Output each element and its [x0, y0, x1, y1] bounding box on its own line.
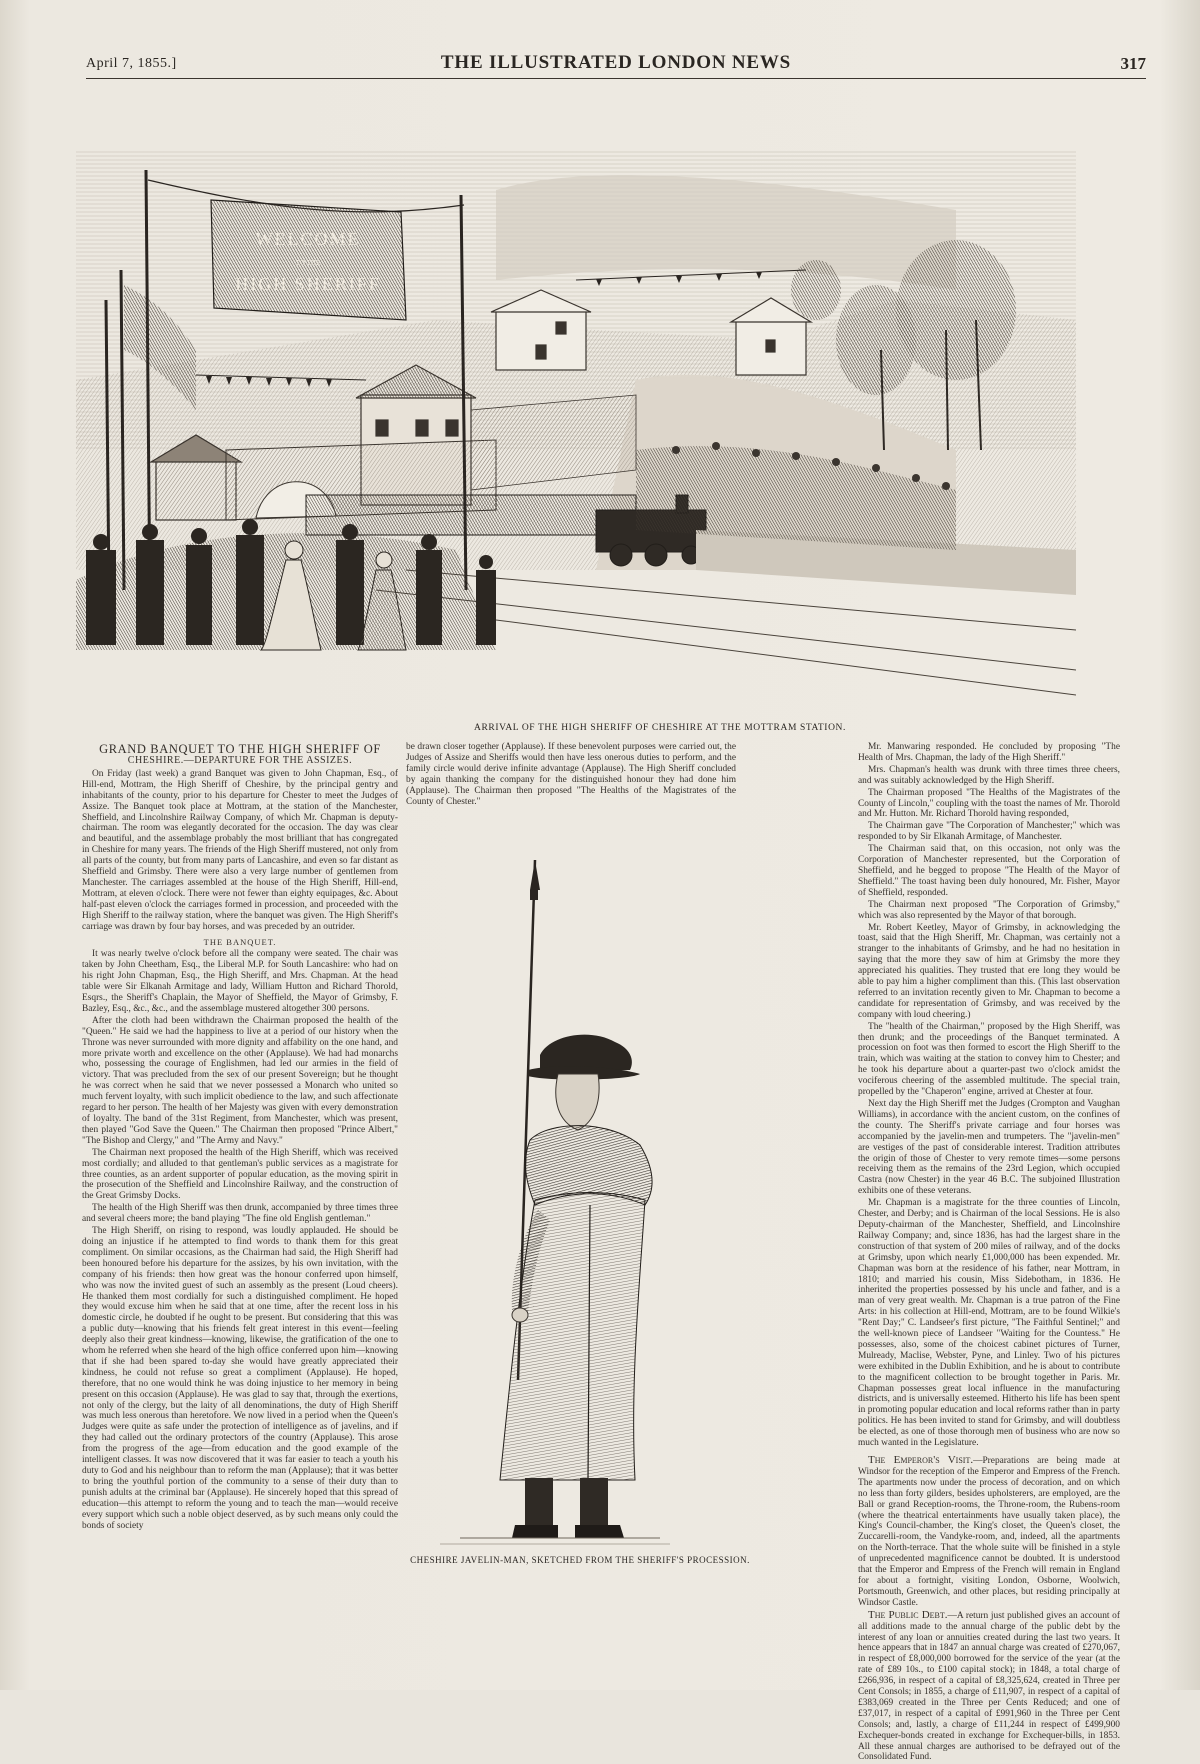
- article-paragraph: It was nearly twelve o'clock before all the company were seated. The chair was taken by John Cheetham, Esq., the Liberal M.P. for South Lancashire: who had on his right John Chapman, Esq., the High Sheriff, and Mrs. Chapman. At the head table were Sir Elkanah Armitage and lady, William Hutton and Richard Thorold, Esqrs., the Sheriff's Chaplain, the Mayor of Sheffield, the Mayor of Grimsby, F. Bazley, Esq., &c., &c., and the assemblage mustered altogether 300 persons.: [82, 949, 398, 1014]
- public-debt-paragraph: [858, 1610, 1120, 1764]
- article-subheadline: CHESHIRE.—DEPARTURE FOR THE ASSIZES.: [127, 755, 353, 766]
- article-paragraph: The "health of the Chairman," proposed by the High Sheriff, was then drunk; and the proceedings of the Banquet terminated. A procession on foot was then formed to escort the High Sheriff to the train, which was waiting at the station to convey him to Chester; and he took his departure about a quarter-past two o'clock amidst the vociferous cheering of the assembled multitude. The special train, propelled by the "Chaperon" engine, arrived at Chester at four.: [858, 1021, 1120, 1098]
- article-paragraph: The Chairman next proposed "The Corporation of Grimsby," which was also represented by the Mayor of that borough.: [858, 899, 1120, 921]
- article-column-3: [858, 742, 1120, 1764]
- article-column-1: [82, 742, 398, 1532]
- article-paragraph: The Chairman proposed "The Healths of the Magistrates of the County of Lincoln," coupling with the toast the names of Mr. Thorold and Mr. Hutton. Mr. Richard Thorold having responded,: [858, 787, 1120, 820]
- article-headline: GRAND BANQUET TO THE HIGH SHERIFF OF: [99, 742, 381, 756]
- issue-date: April 7, 1855.]: [86, 56, 177, 71]
- article-paragraph: The Chairman next proposed the health of the High Sheriff, which was received most cordially; and alluded to that gentleman's public services as a magistrate for three counties, as an ardent supporter of popular education, as the moving spirit in the prosecution of the Sheffield and Lincolnshire Railway, and the construction of the Great Grimsby Docks.: [82, 1147, 398, 1202]
- emperor-visit-paragraph: [858, 1455, 1120, 1609]
- emperor-visit-text: —Preparations are being made at Windsor for the reception of the Emperor and Empress of the French. The apartments now under the process of decoration, and on which no less than forty gilders, besides upholsterers, are employed, are the Ball or grand Reception-rooms, the Throne-room, the Rubens-room (where the theatrical entertainments have usually taken place), the King's Council-chamber, the King's closet, the Queen's closet, the Zuccarelli-room, the Vandyke-room, and, indeed, all the apartments on the North-terrace. That the whole suite will be finished in a style of unprecedented magnificence cannot be doubted. It is understood that the Emperor and Empress of the French will remain in England for about a fortnight, visiting London, Osborne, Woolwich, Portsmouth, Greenwich, and other places, but residing principally at Windsor Castle.: [858, 1456, 1120, 1608]
- article-column-2-text: [406, 742, 736, 807]
- masthead: [86, 52, 1146, 79]
- article-paragraph: On Friday (last week) a grand Banquet was given to John Chapman, Esq., of Hill-end, Mottram, the High Sheriff of Cheshire, by the principal gentry and inhabitants of the county, prior to his departure for Chester to meet the Judges of Assize. The Banquet took place at Mottram, at the station of the Manchester, Sheffield, and Lincolnshire Railway Company, of which Mr. Chapman is deputy-chairman. The room was elegantly decorated for the occasion. The day was clear and beautiful, and the assemblage probably the most brilliant that has congregated in Cheshire for many years. The friends of the High Sheriff mustered, not only from all parts of the county, but from many parts of Lancashire, and even so far distant as Sheffield and Grimsby. There were also a very large number of gentlemen from Manchester. The carriages assembled at the house of the High Sheriff, Hill-end, Mottram, at eleven o'clock. There were not fewer than eighty equipages, &c. About half-past eleven o'clock the carriages formed in procession, and proceeded with the High Sheriff to the railway station, where the banquet was given. The High Sheriff's carriage was drawn by four bay horses, and was preceded by an outrider.: [82, 768, 398, 932]
- section-heading-banquet: THE BANQUET.: [203, 936, 277, 947]
- article-paragraph: The health of the High Sheriff was then drunk, accompanied by three times three and several cheers more; the band playing "The fine old English gentleman.": [82, 1203, 398, 1225]
- newspaper-title: THE ILLUSTRATED LONDON NEWS: [440, 52, 792, 73]
- public-debt-text: —A return just published gives an account of all additions made to the annual charge of the public debt by the interest of any loan or annuities created during the last two years. It hence appears that in 1847 an annual charge was created of £270,067, in respect of £8,000,000 borrowed for the service of the year (at the rate of £89 10s., to £100 capital stock); in 1848, a total charge of £266,936, in respect of a capital of £8,325,624, created in Three per Cent Consols; in 1855, a charge of £11,907, in respect of a capital of £383,069 created in the Three per Cents Reduced; and one of £37,017, in respect of a capital of £991,960 in the Three per Cent Consols; and, lastly, a charge of £11,244 in respect of £499,900 Exchequer-bonds created in exchange for Exchequer-bills, in 1853. All these annual charges are authorised to be defrayed out of the Consolidated Fund.: [858, 1610, 1120, 1763]
- banner-line-3: HIGH SHERIFF: [235, 274, 381, 294]
- javelin-man-caption: CHESHIRE JAVELIN-MAN, SKETCHED FROM THE SHERIFF'S PROCESSION.: [410, 1555, 750, 1565]
- page-number: 317: [1120, 54, 1146, 73]
- article-paragraph: Mr. Robert Keetley, Mayor of Grimsby, in acknowledging the toast, said that the High Sheriff, Mr. Chapman, was certainly not a stranger to the inhabitants of Grimsby, and he had no hesitation in saying that the more they saw of him at Grimsby the more they appreciated his qualities. They trusted that ere long they would be able to pay him a higher compliment than this. (This last observation referred to an invitation recently given to Mr. Chapman to become a candidate for representation of Grimsby, and was received by the company with loud cheering.): [858, 922, 1120, 1020]
- article-paragraph: The Chairman gave "The Corporation of Manchester;" which was responded to by Sir Elkanah Armitage, of Manchester.: [858, 821, 1120, 843]
- banner-line-1: WELCOME: [255, 229, 361, 249]
- arrival-engraving: [76, 150, 1076, 715]
- article-paragraph: Next day the High Sheriff met the Judges (Crompton and Vaughan Williams), in accordance with the ancient custom, on the confines of the county. The Sheriff's private carriage and four horses was accompanied by the javelin-men and trumpeters. The "javelin-men" are vestiges of the past of considerable interest. Tradition attributes the origin of those of Chester to very remote times—some persons receiving them as the remains of the 23rd Legion, which occupied Castra (now Chester) in the year 46 B.C. The subjoined Illustration exhibits one of these veterans.: [858, 1099, 1120, 1197]
- article-paragraph: Mrs. Chapman's health was drunk with three times three cheers, and was suitably acknowledged by the High Sheriff.: [858, 764, 1120, 786]
- article-paragraph: Mr. Chapman is a magistrate for the three counties of Lincoln, Chester, and Derby; and is Chairman of the local Sessions. He is also Deputy-chairman of the Manchester, Sheffield, and Lincolnshire Railway Company; and, since 1836, has had the largest share in the construction of that system of 200 miles of railway, and of the docks at Grimsby, upon which nearly £1,000,000 has been expended. Mr. Chapman was born at the residence of his father, near Mottram, in 1810; and married his cousin, Miss Sidebotham, in 1836. He inherited the properties possessed by his uncle and father, and is a man of very great wealth. Mr. Chapman is a true patron of the Fine Arts: in his collection at Hill-end, Mottram, are to be found Wilkie's "Rent Day;" C. Landseer's first picture, "The Faithful Sentinel;" and the well-known piece of Landseer "Waiting for the Countess." He possesses, also, some of the choicest cabinet pictures of Turner, Mulready, Maclise, Webster, Pyne, and Linley. Two of his pictures were exhibited in the Dublin Exhibition, and he is about to contribute to the magnificent collection to be brought together in Paris. Mr. Chapman possesses great local influence in the manufacturing districts, and is universally esteemed. Hitherto his life has been spent in promoting popular education and local reforms rather than in party politics. He has been invited to stand for Grimsby, and will doubtless be elected, as one of those thorough men of business who are now so much wanted in the Legislature.: [858, 1198, 1120, 1449]
- article-paragraph: After the cloth had been withdrawn the Chairman proposed the health of the "Queen." He said we had the happiness to live at a period of our history when the Throne was never surrounded with more dignity and affability on the one hand, and more private worth and excellence on the other (Applause). We had had monarchs who, possessing the courage of Englishmen, had led our armies in the field of victory. That was precluded from the sex of our present Sovereign; but he thought he was correct when he said that we never possessed a Monarch who united so much fervent loyalty, with such implicit obedience to the law, and such affectionate regard to her person. The health of her Majesty was given with every demonstration of loyalty. The band of the 31st Regiment, from Manchester, which was present, then played "God Save the Queen." The Chairman then proposed "Prince Albert," "The Bishop and Clergy," and "The Army and Navy.": [82, 1015, 398, 1146]
- article-paragraph: Mr. Manwaring responded. He concluded by proposing "The Health of Mrs. Chapman, the lady of the High Sheriff.": [858, 742, 1120, 763]
- article-paragraph: The Chairman said that, on this occasion, not only was the Corporation of Manchester represented, but the Corporation of Sheffield, and he begged to propose "The Health of the Mayor of Sheffield." The toast having been duly honoured, Mr. Fisher, Mayor of Sheffield, responded.: [858, 844, 1120, 898]
- top-illustration-caption: ARRIVAL OF THE HIGH SHERIFF OF CHESHIRE AT THE MOTTRAM STATION.: [474, 723, 846, 733]
- emperor-visit-lead: The Emperor's Visit.: [868, 1454, 974, 1466]
- javelin-man-engraving: [440, 860, 670, 1545]
- article-paragraph: The High Sheriff, on rising to respond, was loudly applauded. He should be doing an injustice if he attempted to find words to thank them for this great compliment. On similar occasions, as the Chairman had said, the High Sheriff had been honoured before his departure for the assizes, by his own invitation, with the company of his friends: then how great was the honour conferred upon himself, who was now the invited guest of such an assembly as the present (Loud cheers). He thanked them most cordially for such a distinguished compliment. He hoped they would excuse him when he said that at one time, after the recent loss in his domestic circle, he doubted if he ought to be present. But considering that this was a public duty—knowing that his friends felt great interest in this event—feeling deeply also their great kindness—knowing, likewise, the gratification of the one to whom he referred when she heard of the high office conferred upon him—knowing that if she had been spared to-day she would have greatly appreciated their kindness, he could not refuse so great a compliment (Applause). He hoped, therefore, that no one would think he was doing injustice to her memory in being present on this occasion (Applause). He was glad to say that, through the exertions, not only of the clergy, but the laity of all denominations, the duty of High Sheriff was much less onerous than heretofore. We now lived in a period when the Queen's Judges were quite as safe under the protection of intelligence as of javelins, and if they had called out the ordinary protectors of the country (Applause). This arose from the progress of the age—from education and the good example of the intelligent classes. It was now discovered that it was far easier to teach a youth his duty to God and his neighbour than to reform the man (Applause); that it was better to bring the youthful portion of the community to a sense of their duty than to punish adults at the criminal bar (Applause). He sincerely hoped that this spread of education—this attempt to reform the young and to teach the man—would receive every support which such a noble object deserved, as by such means only could the bonds of society: [82, 1226, 398, 1531]
- banner-line-2: TO THE: [295, 259, 321, 267]
- article-paragraph: be drawn closer together (Applause). If these benevolent purposes were carried out, the Judges of Assize and Sheriffs would then have less onerous duties to perform, and the family circle would derive infinite advantage (Applause). The High Sheriff concluded by again thanking the company for the distinguished honour they had done him (Applause). The Chairman then proposed "The Healths of the Magistrates of the County of Chester.": [406, 742, 736, 807]
- welcome-banner: [211, 200, 406, 320]
- public-debt-lead: The Public Debt.: [868, 1608, 948, 1621]
